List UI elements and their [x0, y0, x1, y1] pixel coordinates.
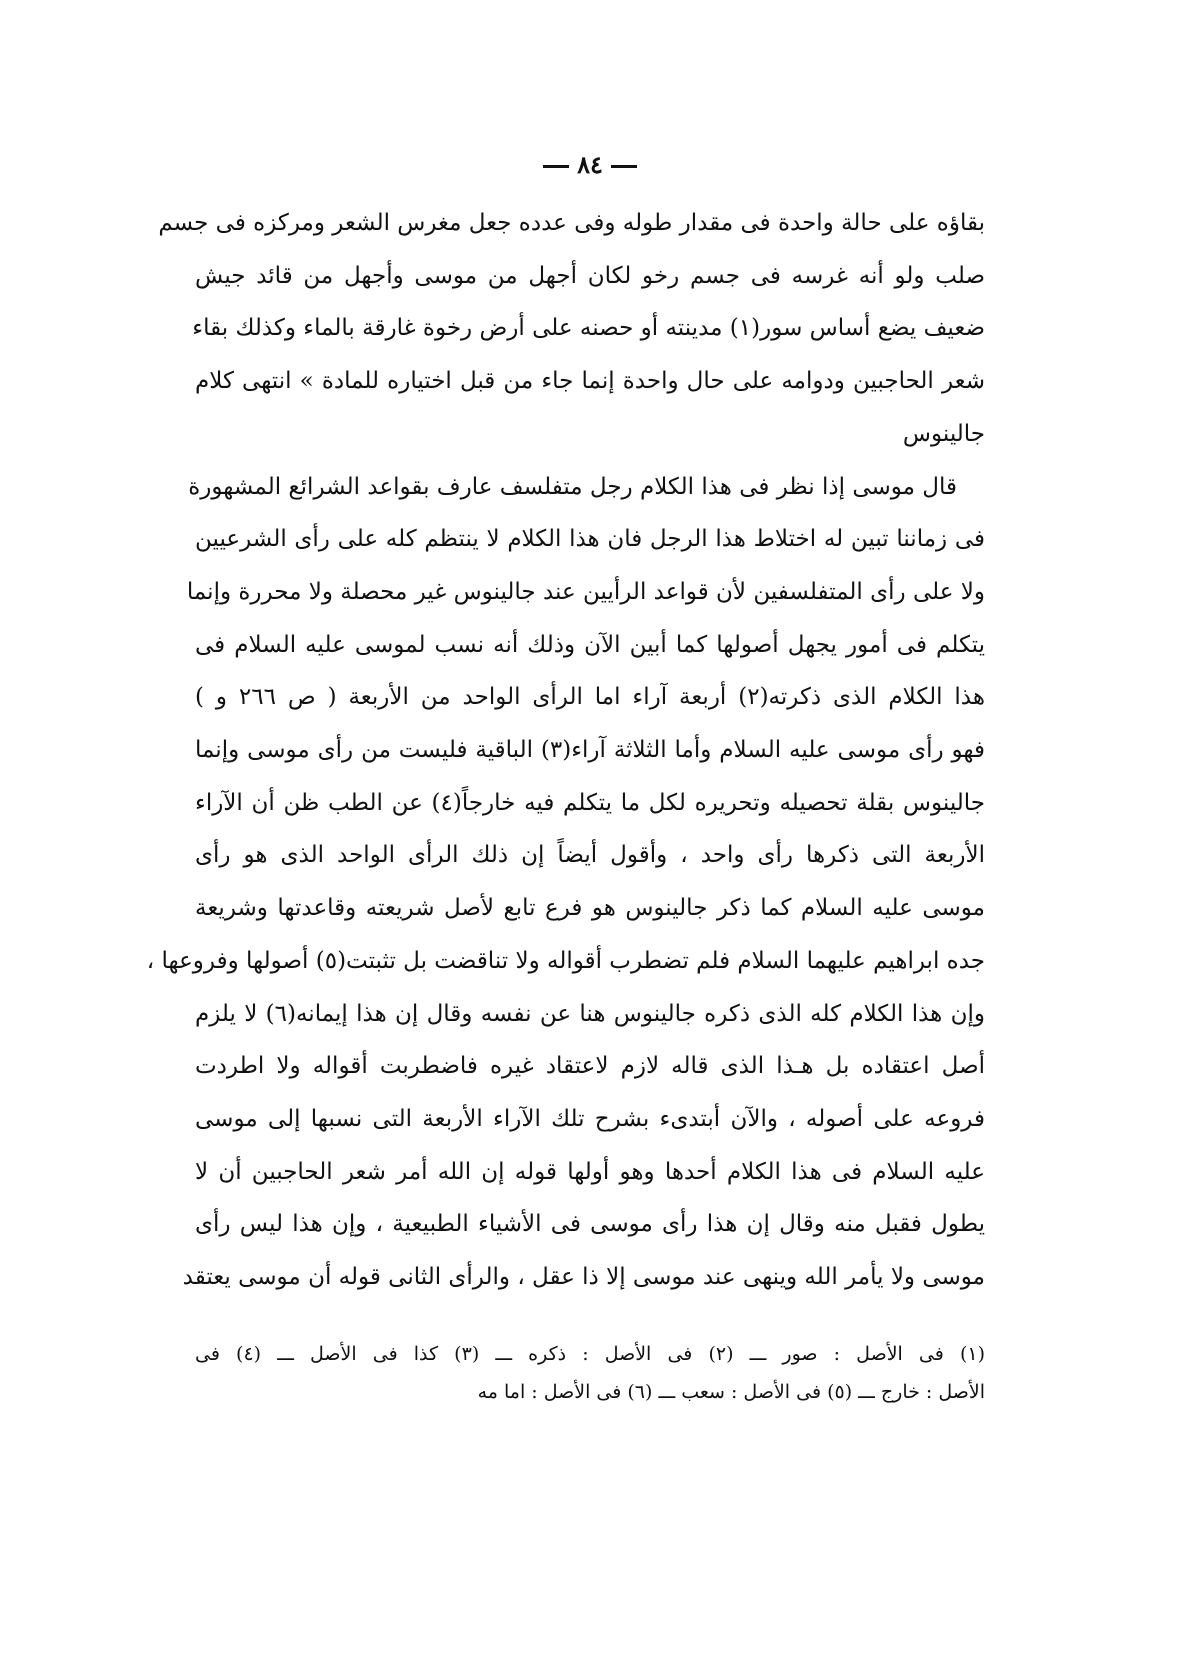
text-line: الأربعة التى ذكرها رأى واحد ، وأقول أيضاً إن ذلك الرأى الواحد الذى هو رأى	[195, 842, 985, 869]
text-line: قال موسى إذا نظر فى هذا الكلام رجل متفلسف عارف بقواعد الشرائع المشهورة	[188, 473, 957, 500]
body-text	[146, 197, 985, 1304]
page-number	[195, 150, 985, 179]
page-number-dash-left	[543, 165, 569, 168]
text-line: فهو رأى موسى عليه السلام وأما الثلاثة آراء(٣) الباقية فليست من رأى موسى وإنما	[195, 737, 985, 764]
paragraph-2	[146, 461, 985, 1304]
text-line: موسى عليه السلام كما ذكر جالينوس هو فرع تابع لأصل شريعته وقاعدتها وشريعة	[195, 895, 985, 922]
footnote-separator	[195, 1330, 985, 1331]
footnote-line: (١) فى الأصل : صور ـــ (٢) فى الأصل : ذكره ـــ (٣) كذا فى الأصل ـــ (٤) فى	[195, 1342, 986, 1365]
text-line: جالينوس بقلة تحصيله وتحريره لكل ما يتكلم فيه خارجاً(٤) عن الطب ظن أن الآراء	[195, 789, 985, 816]
document-page	[146, 150, 986, 1411]
text-line: فروعه على أصوله ، والآن أبتدىء بشرح تلك الآراء الأربعة التى نسبها إلى موسى	[195, 1105, 985, 1132]
text-line: جده ابراهيم عليهما السلام فلم تضطرب أقواله ولا تناقضت بل تثبتت(٥) أصولها وفروعها ،	[146, 947, 985, 974]
footnotes	[195, 1335, 985, 1411]
text-line: ضعيف يضع أساس سور(١) مدينته أو حصنه على أرض رخوة غارقة بالماء وكذلك بقاء	[192, 315, 985, 342]
text-line: يتكلم فى أمور يجهل أصولها كما أبين الآن وذلك أنه نسب لموسى عليه السلام فى	[195, 631, 985, 658]
text-line: بقاؤه على حالة واحدة فى مقدار طوله وفى عدده جعل مغرس الشعر ومركزه فى جسم	[158, 210, 985, 236]
text-line: عليه السلام فى هذا الكلام أحدها وهو أولها قوله إن الله أمر شعر الحاجبين أن لا	[195, 1158, 985, 1185]
page-number-dash-right	[611, 165, 637, 168]
page-number-text: ٨٤	[577, 150, 603, 179]
footnote-line: الأصل : خارج ـــ (٥) فى الأصل : سعب ـــ (٦) فى الأصل : اما مه	[477, 1380, 985, 1403]
text-line: موسى ولا يأمر الله وينهى عند موسى إلا ذا عقل ، والرأى الثانى قوله أن موسى يعتقد	[182, 1264, 985, 1291]
text-line: صلب ولو أنه غرسه فى جسم رخو لكان أجهل من موسى وأجهل من قائد جيش	[195, 262, 985, 289]
text-line: جالينوس	[902, 420, 985, 447]
text-line: فى زماننا تبين له اختلاط هذا الرجل فان هذا الكلام لا ينتظم كله على رأى الشرعيين	[195, 526, 985, 553]
text-line: ولا على رأى المتفلسفين لأن قواعد الرأيين عند جالينوس غير محصلة ولا محررة وإنما	[186, 578, 985, 605]
text-line: أصل اعتقاده بل هـذا الذى قاله لازم لاعتقاد غيره فاضطربت أقواله ولا اطردت	[195, 1053, 985, 1080]
text-line: وإن هذا الكلام كله الذى ذكره جالينوس هنا عن نفسه وقال إن هذا إيمانه(٦) لا يلزم	[195, 1000, 985, 1027]
text-line: هذا الكلام الذى ذكرته(٢) أربعة آراء اما الرأى الواحد من الأربعة ( ص ٢٦٦ و )	[195, 684, 985, 711]
text-line: يطول فقبل منه وقال إن هذا رأى موسى فى الأشياء الطبيعية ، وإن هذا ليس رأى	[195, 1211, 985, 1238]
text-line: شعر الحاجبين ودوامه على حال واحدة إنما جاء من قبل اختياره للمادة » انتهى كلام	[195, 368, 985, 395]
paragraph-1	[158, 197, 985, 461]
